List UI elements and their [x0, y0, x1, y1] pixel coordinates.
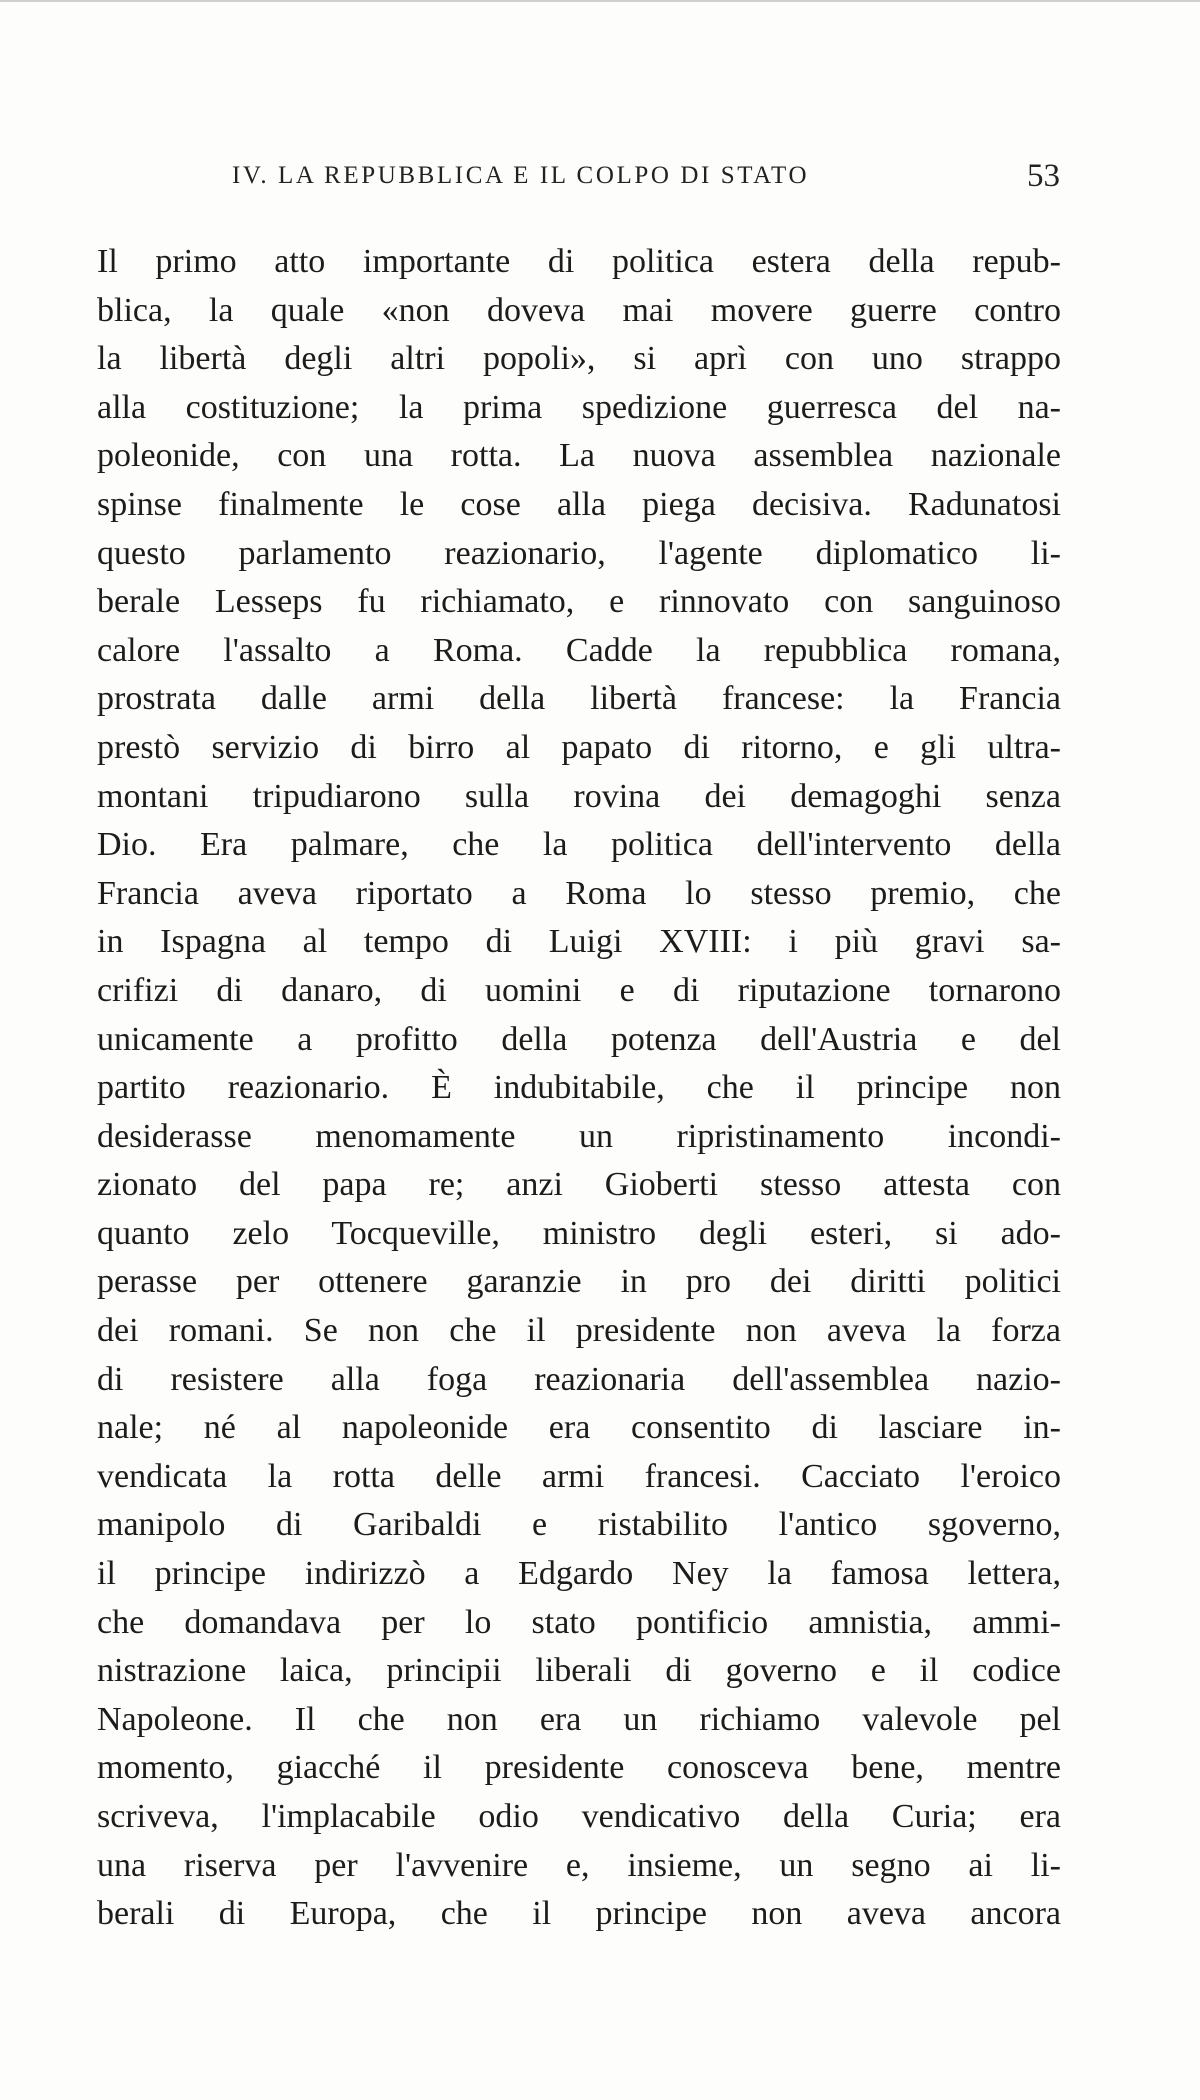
text-line: spinse finalmente le cose alla piega decisiva. Radunatosi — [97, 485, 1061, 523]
text-line: perasse per ottenere garanzie in pro dei diritti politici — [97, 1263, 1061, 1301]
text-line: montani tripudiarono sulla rovina dei demagoghi senza — [97, 777, 1061, 815]
text-line: partito reazionario. È indubitabile, che il principe non — [97, 1069, 1061, 1107]
text-line: dei romani. Se non che il presidente non aveva la forza — [97, 1312, 1061, 1350]
page-number: 53 — [1027, 158, 1060, 194]
text-line: quanto zelo Tocqueville, ministro degli esteri, si ado- — [97, 1214, 1061, 1252]
text-line: una riserva per l'avvenire e, insieme, un segno ai li- — [97, 1846, 1061, 1884]
text-line: nale; né al napoleonide era consentito di lasciare in- — [97, 1409, 1061, 1447]
text-line: nistrazione laica, principii liberali di governo e il codice — [97, 1652, 1061, 1690]
text-line: questo parlamento reazionario, l'agente diplomatico li- — [97, 534, 1061, 572]
text-line: momento, giacché il presidente conosceva bene, mentre — [97, 1749, 1061, 1787]
text-line: Napoleone. Il che non era un richiamo valevole pel — [97, 1700, 1061, 1738]
text-line: prostrata dalle armi della libertà francese: la Francia — [97, 680, 1061, 718]
text-line: prestò servizio di birro al papato di ritorno, e gli ultra- — [97, 728, 1061, 766]
running-title: IV. LA REPUBBLICA E IL COLPO DI STATO — [232, 162, 810, 189]
text-line: desiderasse menomamente un ripristinamento incondi- — [97, 1117, 1061, 1155]
text-line: la libertà degli altri popoli», si aprì con uno strappo — [97, 340, 1061, 378]
text-line: Dio. Era palmare, che la politica dell'intervento della — [97, 826, 1061, 864]
text-line: in Ispagna al tempo di Luigi XVIII: i più gravi sa- — [97, 923, 1061, 961]
text-line: il principe indirizzò a Edgardo Ney la famosa lettera, — [97, 1555, 1061, 1593]
text-line: che domandava per lo stato pontificio amnistia, ammi- — [97, 1603, 1061, 1641]
scan-edge-rule — [0, 0, 1200, 2]
text-line: vendicata la rotta delle armi francesi. Cacciato l'eroico — [97, 1457, 1061, 1495]
text-line: alla costituzione; la prima spedizione guerresca del na- — [97, 388, 1061, 426]
text-line: manipolo di Garibaldi e ristabilito l'antico sgoverno, — [97, 1506, 1061, 1544]
text-line: blica, la quale «non doveva mai movere guerre contro — [97, 291, 1061, 329]
running-head — [100, 158, 1060, 198]
text-line: berale Lesseps fu richiamato, e rinnovato con sanguinoso — [97, 583, 1061, 621]
body-paragraph — [97, 238, 1061, 1939]
text-line: Francia aveva riportato a Roma lo stesso premio, che — [97, 874, 1061, 912]
text-line: unicamente a profitto della potenza dell'Austria e del — [97, 1020, 1061, 1058]
text-line: crifizi di danaro, di uomini e di riputazione tornarono — [97, 971, 1061, 1009]
text-line: scriveva, l'implacabile odio vendicativo della Curia; era — [97, 1798, 1061, 1835]
text-line: di resistere alla foga reazionaria dell'assemblea nazio- — [97, 1360, 1061, 1398]
text-line: berali di Europa, che il principe non aveva ancora — [97, 1895, 1061, 1933]
text-line: Il primo atto importante di politica estera della repub- — [97, 243, 1061, 280]
text-line: calore l'assalto a Roma. Cadde la repubblica romana, — [97, 631, 1061, 669]
text-line: poleonide, con una rotta. La nuova assemblea nazionale — [97, 437, 1061, 475]
text-line: zionato del papa re; anzi Gioberti stesso attesta con — [97, 1166, 1061, 1204]
